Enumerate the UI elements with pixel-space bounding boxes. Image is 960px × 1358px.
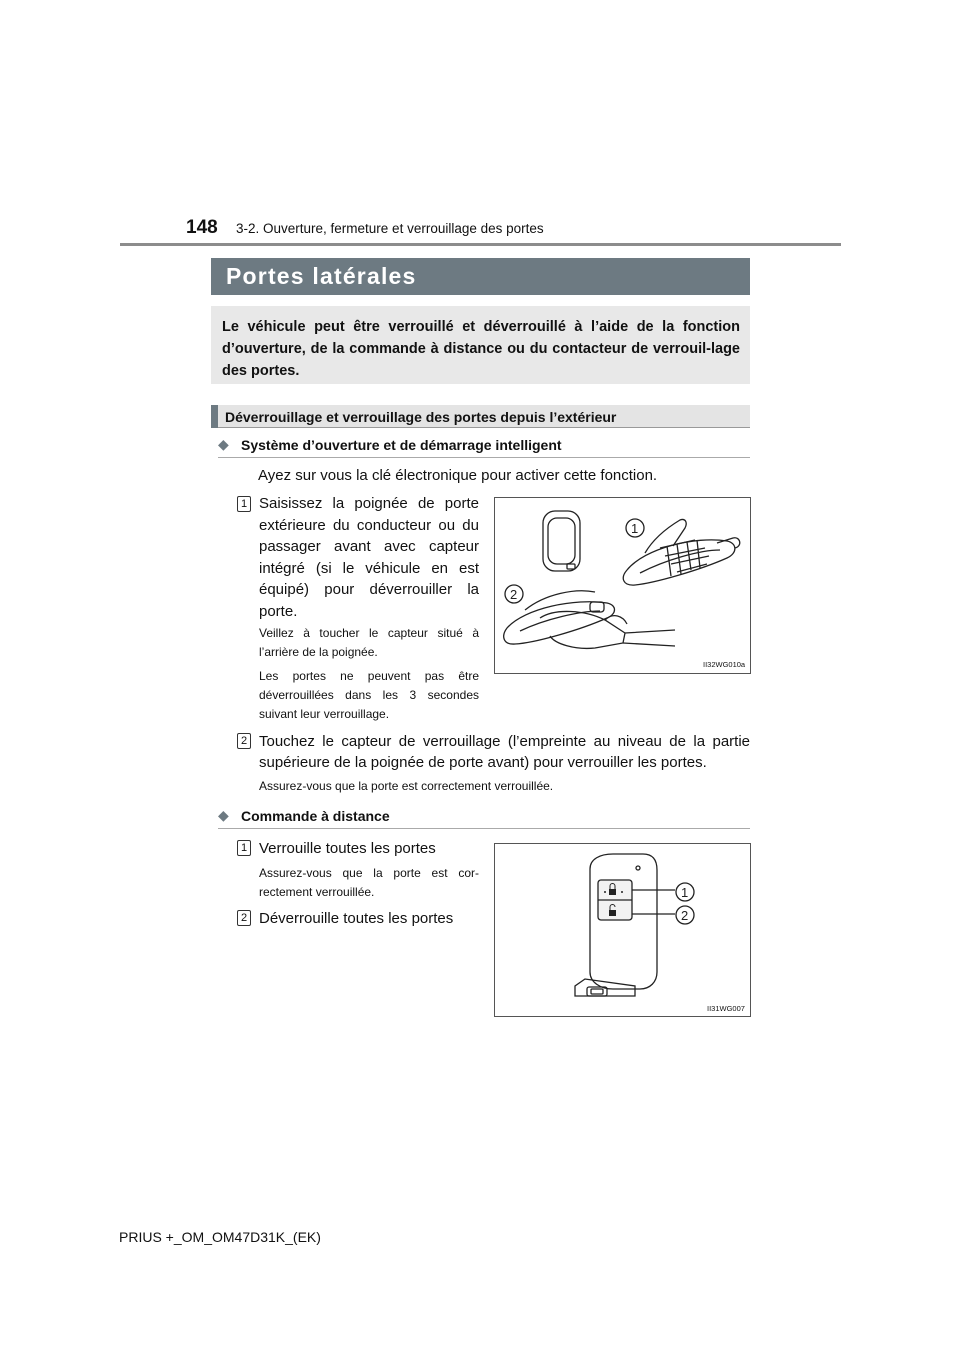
diamond-bullet-icon: ◆: [218, 807, 229, 823]
figure-2-code: II31WG007: [707, 1004, 745, 1013]
remote-step-1-badge: 1: [237, 840, 251, 856]
remote-step-1-text: Verrouille toutes les portes: [259, 840, 436, 857]
document-footer: PRIUS +_OM_OM47D31K_(EK): [119, 1229, 321, 1245]
figure-1-callout-1: 1: [631, 521, 639, 536]
figure-2-callout-2: 2: [681, 908, 689, 923]
topic-title-remote: Commande à distance: [241, 808, 390, 824]
topic-rule: [218, 457, 750, 458]
figure-2-callout-1: 1: [681, 885, 689, 900]
figure-door-handle: [494, 497, 751, 674]
remote-step-2-text: Déverrouille toutes les portes: [259, 910, 454, 927]
remote-step-1-note: Assurez-vous que la porte est cor-rectement verrouillée.: [259, 866, 479, 899]
subheading: Déverrouillage et verrouillage des portes depuis l’extérieur: [225, 409, 617, 425]
remote-key-illustration: [495, 844, 750, 1016]
subheading-accent: [211, 405, 218, 428]
step-1-note-1: Veillez à toucher le capteur situé à l’arrière de la poignée.: [259, 626, 479, 659]
figure-remote-key: [494, 843, 751, 1017]
step-2-badge: 2: [237, 733, 251, 749]
page-number: 148: [186, 217, 218, 238]
step-1-text: Saisissez la poignée de porte extérieure du conducteur ou du passager avant avec capteur intégré (si le véhicule en est équipé) pour déverrouiller la porte.: [259, 495, 479, 620]
figure-1-code: II32WG010a: [703, 660, 746, 669]
step-2-note: Assurez-vous que la porte est correctement verrouillée.: [259, 779, 554, 793]
remote-step-2-badge: 2: [237, 910, 251, 926]
page-title: Portes latérales: [226, 263, 417, 289]
diamond-bullet-icon: ◆: [218, 436, 229, 452]
topic-rule: [218, 828, 750, 829]
smart-entry-intro: Ayez sur vous la clé électronique pour activer cette fonction.: [258, 467, 658, 484]
step-1-badge: 1: [237, 496, 251, 512]
topic-title-smart-entry: Système d’ouverture et de démarrage intelligent: [241, 437, 562, 453]
door-handle-illustration: [495, 498, 750, 673]
step-1-note-2: Les portes ne peuvent pas être déverrouillées dans les 3 secondes suivant leur verrouillage.: [259, 669, 479, 721]
step-2-text: Touchez le capteur de verrouillage (l’empreinte au niveau de la partie supérieure de la poignée de porte avant) pour verrouiller les portes.: [259, 733, 750, 771]
intro-text: Le véhicule peut être verrouillé et déverrouillé à l’aide de la fonction d’ouverture, de la commande à distance ou du contacteur de verrouil-lage des portes.: [222, 319, 740, 379]
header-rule: [120, 243, 841, 246]
section-path: 3-2. Ouverture, fermeture et verrouillage des portes: [236, 221, 544, 236]
figure-1-callout-2: 2: [510, 587, 518, 602]
